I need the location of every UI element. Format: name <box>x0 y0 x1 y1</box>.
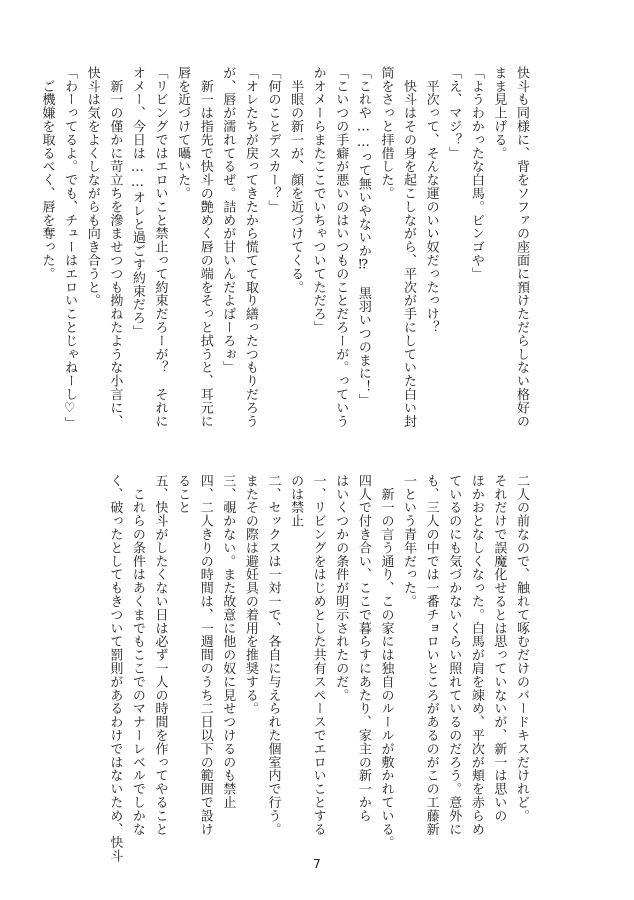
text-column: はいくつかの条件が明示されたのだ。 <box>333 474 349 702</box>
text-column: 「ようわかったな白馬。ビンゴや」 <box>468 66 484 281</box>
text-column: 「わーってるよ。でも、チューはエロいことじゃねーし♡」 <box>62 66 78 430</box>
text-column: く、破ったとしてもきついて罰則があるわけではないため、快斗 <box>107 474 123 863</box>
text-column: 「何のことデスカー？」 <box>265 66 281 214</box>
text-column: ご機嫌を取るべく、唇を奪った。 <box>39 66 55 281</box>
text-column: まま見上げる。 <box>491 66 507 160</box>
rule-item: 一、リビングをはじめとした共有スペースでエロいことする <box>310 474 326 836</box>
rule-item-cont: ること <box>175 474 191 515</box>
text-column: 「リビングではエロいこと禁止って約束だろーが？ それに <box>152 66 168 428</box>
text-column: ほかおとなしくなった。白馬が肩を竦め、平次が頬を赤らめ <box>468 474 484 836</box>
text-column: 一という青年だった。 <box>401 474 417 608</box>
text-column: も、三人の中では一番チョロいところがあるのがこの工藤新 <box>423 474 439 836</box>
text-column: 快斗はその身を起こしながら、平次が手にしていた白い封 <box>401 66 417 428</box>
text-column: 「オレたちが戻ってきたから慌てて取り繕ったつもりだろう <box>242 66 258 428</box>
text-column: 筒をさっと拝借した。 <box>378 66 394 200</box>
rule-item: 三、覗かない。また故意に他の奴に見せつけるのも禁止 <box>220 474 236 809</box>
page-number: 7 <box>313 857 321 871</box>
text-column: 半眼の新一が、顔を近づけてくる。 <box>288 66 304 294</box>
text-column: 新一は指先で快斗の艶めく唇の端をそっと拭うと、耳元に <box>197 66 213 428</box>
text-column: 快斗は気をよくしながらも向き合うと。 <box>84 66 100 308</box>
text-column: が、唇が濡れてるぜ。詰めが甘いんだよばーろぉ」 <box>220 66 236 375</box>
rule-item-cont: のは禁止 <box>288 474 304 528</box>
text-column: 平次って、そんな運のいい奴だったっけ？ <box>423 66 439 334</box>
text-column: 新一の僅かに苛立ちを滲ませつつも拗ねたような小言に、 <box>107 66 123 428</box>
text-column: 四人で付き合い、ここで暮らすにあたり、家主の新一から <box>355 474 371 823</box>
text-column: これらの条件はあくまでもここでのマナーレベルでしかな <box>129 474 145 836</box>
text-column: 唇を近づけて囁いた。 <box>175 66 191 200</box>
text-column: 二人の前なので、触れて啄むだけのバードキスだけれど。 <box>514 474 529 823</box>
text-column: それだけで誤魔化せるとは思っていないが、新一は思いの <box>491 474 507 823</box>
rule-item: 五、快斗がしたくない日は必ず一人の時間を作ってやること <box>152 474 168 836</box>
text-column: かオメーらまたここでいちゃついてただろ」 <box>310 66 326 334</box>
text-column: 快斗も同様に、背をソファの座面に預けただらしない格好の <box>514 66 529 428</box>
bottom-text-block <box>102 474 532 863</box>
rule-item: 四、二人きりの時間は、一週間のうち二日以下の範囲で設け <box>197 474 213 836</box>
top-text-block <box>39 66 532 446</box>
text-column: ているのにも気づかないくらい照れているのだろう。意外に <box>446 474 462 836</box>
text-column: 「こいつの手癖が悪いのはいつものことだろーが。っていう <box>333 66 349 428</box>
text-column: 「え、マジ？」 <box>446 66 462 160</box>
text-column: オメー、今日は……オレと過ごす約束だろ」 <box>129 66 145 338</box>
text-column: 新一の言う通り、この家には独自のルールが敷かれている。 <box>378 474 394 850</box>
text-column: 「これや……って無いやないか⁉ 黒羽いつのまに！」 <box>355 66 371 407</box>
rule-item: 二、セックスは一対一で、各自に与えられた個室内で行う。 <box>265 474 281 836</box>
rule-item-cont: またその際は避妊具の着用を推奨する。 <box>242 474 258 716</box>
